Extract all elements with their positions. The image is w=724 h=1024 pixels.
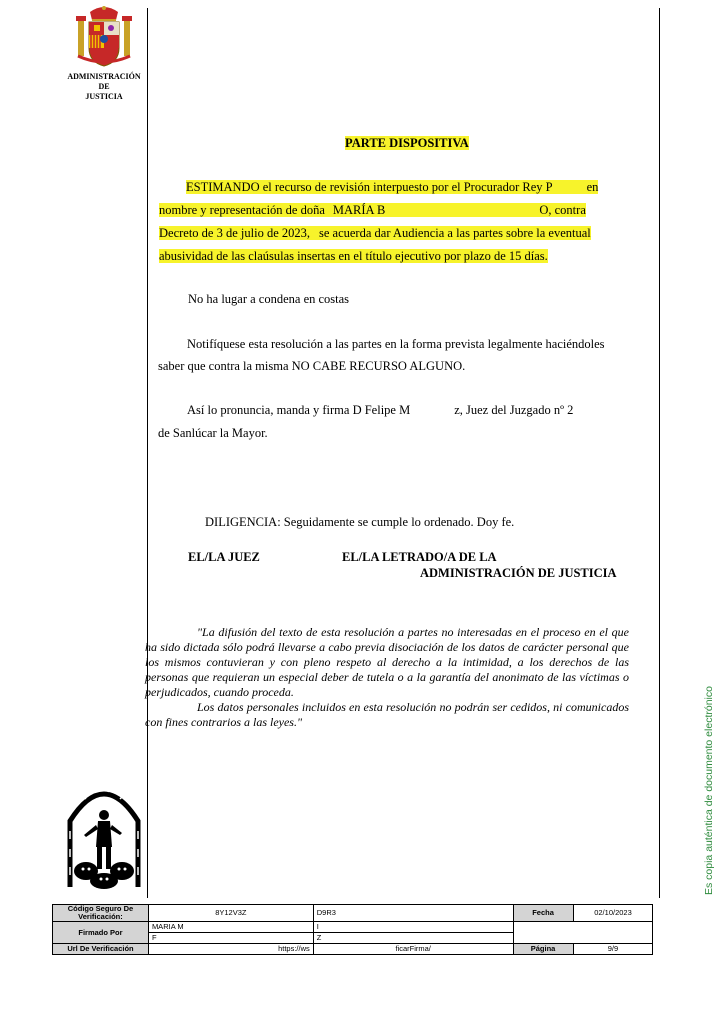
costas-text: No ha lugar a condena en costas — [188, 292, 350, 306]
notif-line-1: Notifíquese esta resolución a las partes en la forma prevista legalmente haciéndoles — [187, 337, 605, 351]
estimando-line-2-a: nombre y representación de doña — [159, 203, 333, 217]
estimando-line-3-b: se acuerda dar Audiencia a las partes sobre la eventual — [310, 226, 591, 240]
csv-value-b: D9R3 — [313, 905, 513, 922]
url-value-b[interactable]: ficarFirma/ — [313, 944, 513, 955]
pagina-label: Página — [513, 944, 573, 955]
signer-1-b: I — [313, 922, 513, 933]
footer-row-signer-1 — [53, 922, 670, 933]
footer-row-url — [53, 944, 670, 955]
estimando-line-2-b: MARÍA B — [333, 203, 539, 217]
diligencia-text: DILIGENCIA: Seguidamente se cumple lo ordenado. Doy fe. — [205, 515, 515, 529]
institution-line-3: JUSTICIA — [85, 92, 123, 101]
estimando-line-2-c: O, contra — [539, 203, 586, 217]
pagina-value: 9/9 — [573, 944, 653, 955]
pronuncia-line-1 — [187, 399, 573, 421]
estimando-line-3-a: Decreto de 3 de julio de 2023, — [159, 226, 310, 240]
verification-footer — [52, 904, 669, 955]
coat-of-arms-emblem — [72, 4, 136, 70]
firmado-label: Firmado Por — [53, 922, 149, 944]
signature-clerk-line-2: ADMINISTRACIÓN DE JUSTICIA — [420, 566, 617, 580]
privacy-paragraph-1: "La difusión del texto de esta resolución a partes no interesadas en el proceso en el que ha sido dictada sólo podrá llevarse a cabo previa disociación de los datos de carácter personal que los mismos contuvieran y con pleno respeto al derecho a la intimidad, a los derechos de las personas que requieran un especial deber de tutela o a la garantía del anonimato de las víctimas o perjudicados, cuando proceda. — [145, 625, 629, 699]
footer-row-csv — [53, 905, 670, 922]
pronuncia-line-1-a: Así lo pronuncia, manda y firma D Felipe M — [187, 403, 411, 417]
section-title: PARTE DISPOSITIVA — [345, 136, 469, 150]
pronuncia-line-2: de Sanlúcar la Mayor. — [158, 426, 268, 440]
estimando-line-4: abusividad de las claúsulas insertas en el título ejecutivo por plazo de 15 días. — [159, 249, 548, 263]
institution-line-2: DE — [98, 82, 110, 91]
pronuncia-line-1-b: z, Juez del Juzgado nº 2 — [454, 403, 574, 417]
notif-line-2: saber que contra la misma NO CABE RECURSO ALGUNO. — [158, 359, 466, 373]
andalucia-emblem — [62, 775, 146, 895]
signature-clerk-line-1: EL/LA LETRADO/A DE LA — [342, 550, 497, 564]
signer-1-a: MARIA M — [148, 922, 313, 933]
fecha-label: Fecha — [513, 905, 573, 922]
left-margin-rule — [147, 8, 148, 898]
authenticity-side-note: Es copia auténtica de documento electrónico — [703, 686, 715, 895]
estimando-line-1 — [186, 176, 598, 198]
privacy-paragraph-2: Los datos personales incluidos en esta resolución no podrán ser cedidos, ni comunicados con fines contrarios a las leyes." — [145, 700, 629, 729]
signer-2-a: F — [148, 933, 313, 944]
right-margin-rule — [659, 8, 660, 898]
estimando-line-3 — [159, 222, 591, 244]
signer-2-b: Z — [313, 933, 513, 944]
estimando-line-1-a: ESTIMANDO el recurso de revisión interpuesto por el Procurador Rey P — [186, 180, 553, 194]
url-value-a[interactable]: https://ws — [148, 944, 313, 955]
institution-line-1: ADMINISTRACIÓN — [67, 72, 141, 81]
csv-value-a: 8Y12V3Z — [148, 905, 313, 922]
fecha-value: 02/10/2023 — [573, 905, 653, 922]
signature-judge: EL/LA JUEZ — [188, 550, 260, 564]
privacy-notice — [145, 625, 629, 730]
estimando-line-1-b: en — [553, 180, 599, 194]
csv-label: Código Seguro De Verificación: — [53, 905, 149, 922]
institution-name — [52, 72, 156, 102]
estimando-line-2 — [159, 199, 586, 221]
url-label: Url De Verificación — [53, 944, 149, 955]
